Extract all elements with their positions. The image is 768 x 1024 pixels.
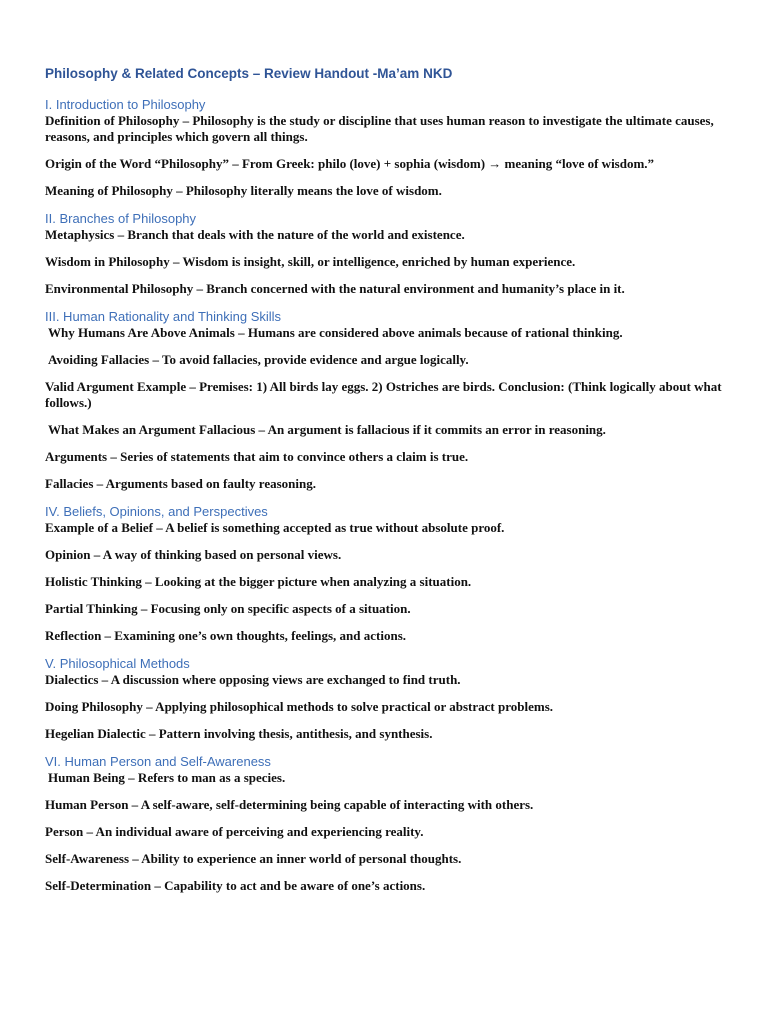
document-title: Philosophy & Related Concepts – Review Handout -Ma’am NKD [45,66,453,81]
entry-metaphysics: Metaphysics – Branch that deals with the nature of the world and existence. [45,227,465,242]
entry-meaning-of-philosophy: Meaning of Philosophy – Philosophy literally means the love of wisdom. [45,183,442,198]
entry-wisdom: Wisdom in Philosophy – Wisdom is insight, skill, or intelligence, enriched by human experience. [45,254,576,269]
entry-environmental-philosophy: Environmental Philosophy – Branch concerned with the natural environment and humanity’s place in it. [45,281,625,296]
section-rationality [45,308,725,492]
entry-opinion: Opinion – A way of thinking based on personal views. [45,547,342,562]
entry-person: Person – An individual aware of perceiving and experiencing reality. [45,824,424,839]
section-introduction [45,96,725,199]
entry-partial-thinking: Partial Thinking – Focusing only on specific aspects of a situation. [45,601,411,616]
section-heading: IV. Beliefs, Opinions, and Perspectives [45,504,268,519]
entry-valid-argument: Valid Argument Example – Premises: 1) All birds lay eggs. 2) Ostriches are birds. Conclusion: (Think logically about what follows.) [45,379,722,410]
entry-definition-of-philosophy: Definition of Philosophy – Philosophy is the study or discipline that uses human reason to investigate the ultimate causes, reasons, and principles which govern all things. [45,113,714,144]
entry-belief: Example of a Belief – A belief is something accepted as true without absolute proof. [45,520,505,535]
entry-doing-philosophy: Doing Philosophy – Applying philosophical methods to solve practical or abstract problems. [45,699,554,714]
entry-fallacious-argument: What Makes an Argument Fallacious – An argument is fallacious if it commits an error in reasoning. [48,422,606,437]
section-human-person [45,753,725,894]
entry-self-awareness: Self-Awareness – Ability to experience an inner world of personal thoughts. [45,851,462,866]
entry-self-determination: Self-Determination – Capability to act and be aware of one’s actions. [45,878,426,893]
document-page [45,64,725,905]
entry-arguments: Arguments – Series of statements that aim to convince others a claim is true. [45,449,469,464]
entry-human-person: Human Person – A self-aware, self-determining being capable of interacting with others. [45,797,534,812]
entry-dialectics: Dialectics – A discussion where opposing views are exchanged to find truth. [45,672,461,687]
entry-avoiding-fallacies: Avoiding Fallacies – To avoid fallacies, provide evidence and argue logically. [48,352,469,367]
entry-reflection: Reflection – Examining one’s own thoughts, feelings, and actions. [45,628,407,643]
section-heading: III. Human Rationality and Thinking Skills [45,309,282,324]
section-heading: I. Introduction to Philosophy [45,97,206,112]
section-branches [45,210,725,297]
section-methods [45,655,725,742]
section-heading: VI. Human Person and Self-Awareness [45,754,271,769]
entry-holistic-thinking: Holistic Thinking – Looking at the bigger picture when analyzing a situation. [45,574,472,589]
section-heading: V. Philosophical Methods [45,656,190,671]
entry-fallacies: Fallacies – Arguments based on faulty reasoning. [45,476,316,491]
entry-origin-of-word: Origin of the Word “Philosophy” – From Greek: philo (love) + sophia (wisdom) → meaning “love of wisdom.” [45,156,655,171]
section-beliefs [45,503,725,644]
entry-humans-above-animals: Why Humans Are Above Animals – Humans are considered above animals because of rational thinking. [48,325,623,340]
entry-hegelian-dialectic: Hegelian Dialectic – Pattern involving thesis, antithesis, and synthesis. [45,726,433,741]
section-heading: II. Branches of Philosophy [45,211,197,226]
entry-human-being: Human Being – Refers to man as a species. [48,770,286,785]
